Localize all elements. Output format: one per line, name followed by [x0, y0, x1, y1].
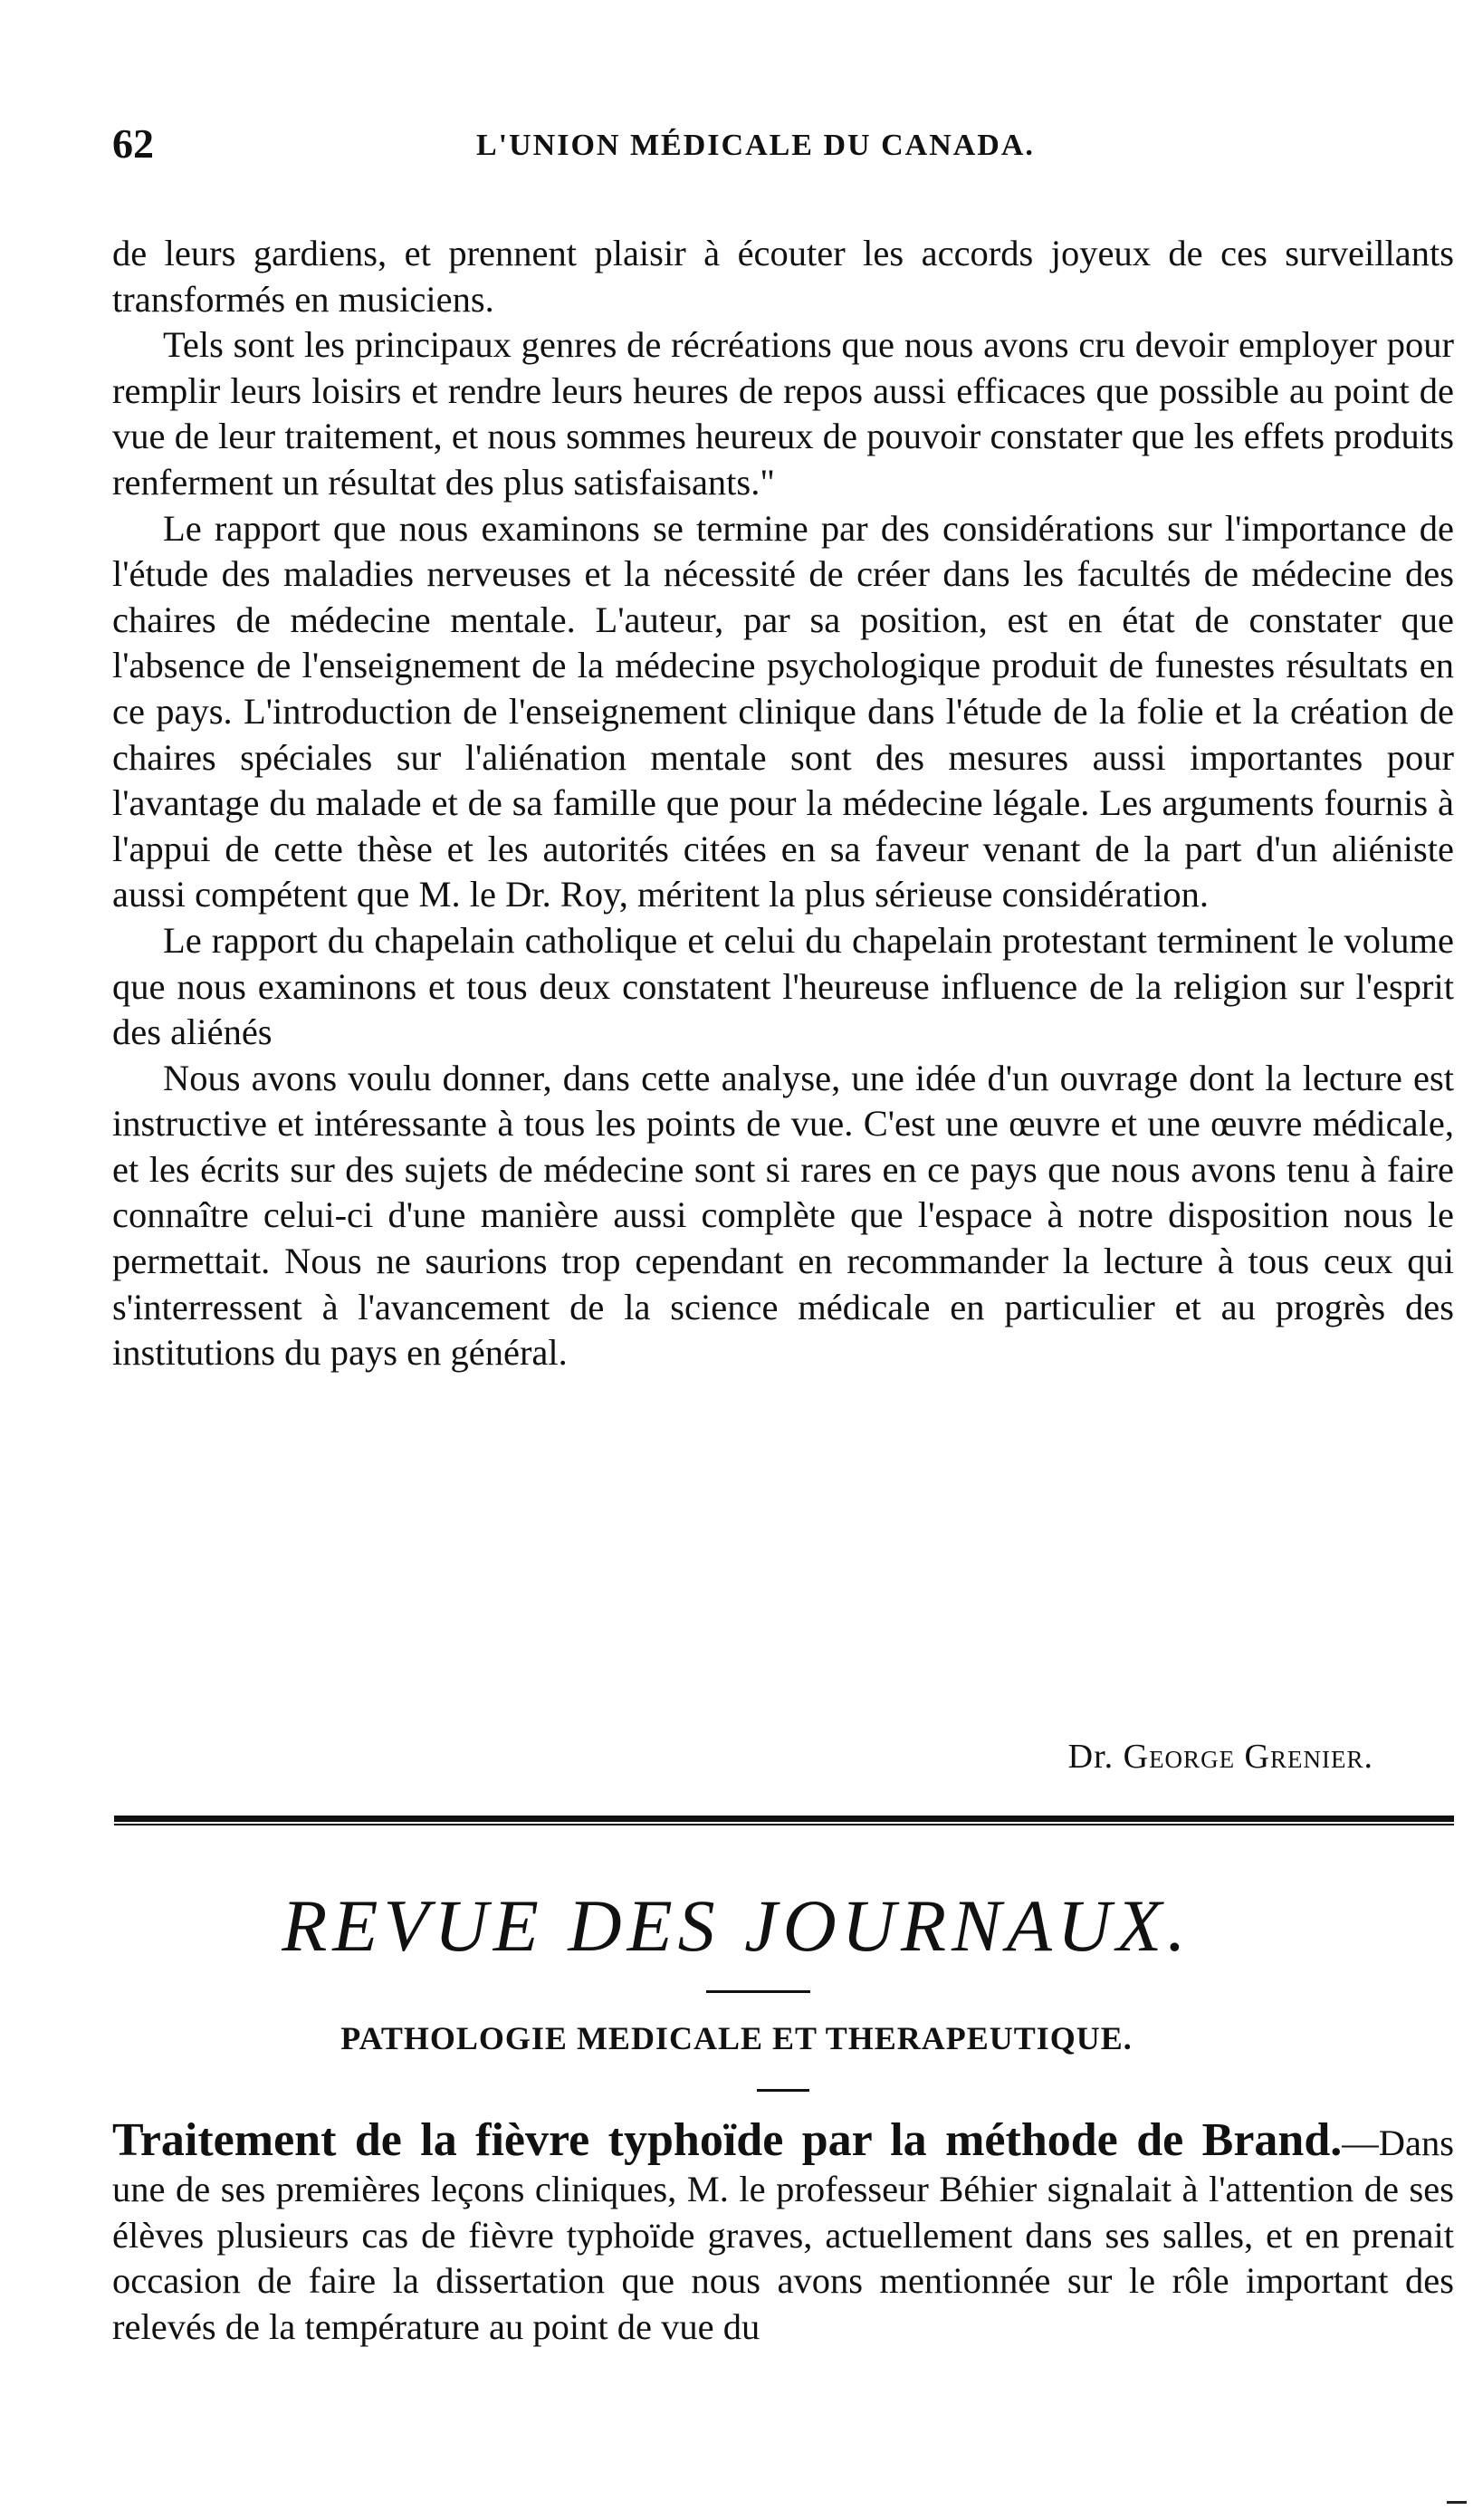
article-heading: Traitement de la fièvre typhoïde par la méthode de Brand.: [112, 2114, 1343, 2166]
paragraph: Tels sont les principaux genres de récréations que nous avons cru devoir employer pour remplir leurs loisirs et rendre leurs heures de repos aussi efficaces que possible au point de vue de leur traitement, et nous sommes heureux de pouvoir constater que les effets produits renferment un résultat des plus satisfaisants.": [112, 324, 1454, 503]
subsection-dash: [757, 2089, 809, 2092]
print-mark: [1447, 2501, 1467, 2504]
article-text: —Dans une de ses premières leçons cliniques, M. le professeur Béhier signalait à l'attention de ses élèves plusieurs cas de fièvre typhoïde graves, actuellement dans ses salles, et en prenait occasion de faire la dissertation que nous avons mentionnée sur le rôle important des relevés de la température au point de vue du: [112, 2122, 1454, 2347]
subsection-title: PATHOLOGIE MEDICALE ET THERAPEUTIQUE.: [340, 2020, 1133, 2056]
page-number: 62: [112, 120, 154, 167]
page-header: [112, 120, 1454, 174]
author-signature: [1068, 1737, 1373, 1777]
review-body: [112, 231, 1454, 1376]
article: [112, 2114, 1454, 2350]
signature-prefix: Dr.: [1067, 1738, 1114, 1776]
paragraph: de leurs gardiens, et prennent plaisir à écouter les accords joyeux de ces surveillants transformés en musiciens.: [112, 233, 1454, 320]
paragraph: Le rapport du chapelain catholique et celui du chapelain protestant terminent le volume que nous examinons et tous deux constatent l'heureuse influence de la religion sur l'esprit des aliénés: [112, 919, 1454, 1053]
running-head: L'UNION MÉDICALE DU CANADA.: [476, 129, 1035, 162]
section-divider: [114, 1816, 1454, 1825]
paragraph: Le rapport que nous examinons se termine par des considérations sur l'importance de l'étude des maladies nerveuses et la nécessité de créer dans les facultés de médecine des chaires de médecine mentale. L'auteur, par sa position, est en état de constater que l'absence de l'enseignement de la médecine psychologique produit de funestes résultats en ce pays. L'introduction de l'enseignement clinique dans l'étude de la folie et la création de chaires spéciales sur l'aliénation mentale sont des mesures aussi importantes pour l'avantage du malade et de sa famille que pour la médecine légale. Les arguments fournis à l'appui de cette thèse et les autorités citées en sa faveur venant de la part d'un aliéniste aussi compétent que M. le Dr. Roy, méritent la plus sérieuse considération.: [112, 507, 1454, 915]
paragraph: Nous avons voulu donner, dans cette analyse, une idée d'un ouvrage dont la lecture est instructive et intéressante à tous les points de vue. C'est une œuvre et une œuvre médicale, et les écrits sur des sujets de médecine sont si rares en ce pays que nous avons tenu à faire connaître celui-ci d'une manière aussi complète que l'espace à notre disposition nous le permettait. Nous ne saurions trop cependant en recommander la lecture à tous ceux qui s'interressent à l'avancement de la science médicale en particulier et au progrès des institutions du pays en général.: [112, 1057, 1454, 1374]
title-underline: [706, 1990, 810, 1993]
section-title: REVUE DES JOURNAUX.: [282, 1884, 1191, 1967]
signature-name: George Grenier.: [1123, 1738, 1373, 1776]
